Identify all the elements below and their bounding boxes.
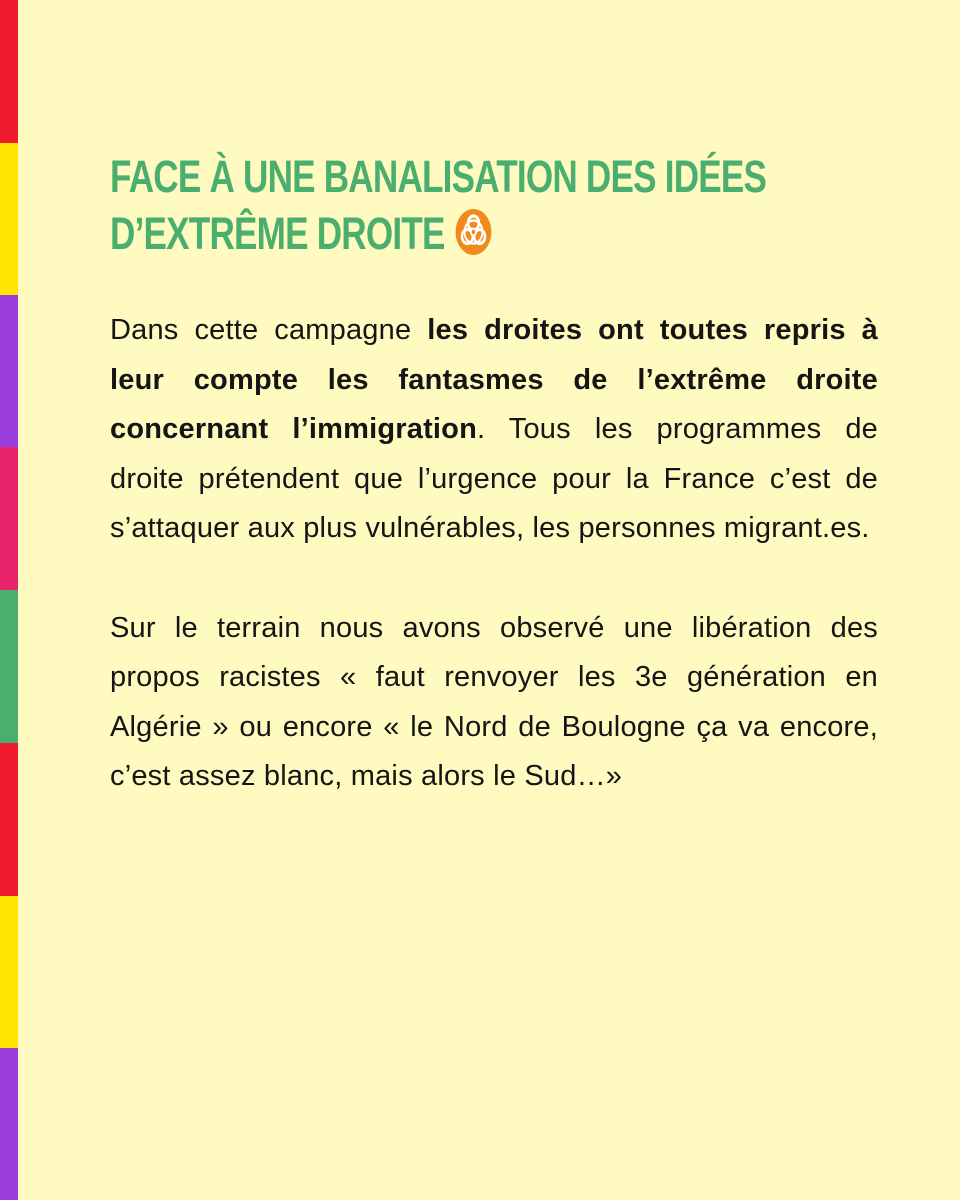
paragraph-1-intro: Dans cette campagne	[110, 314, 428, 346]
stripe-segment-purple-2	[0, 1048, 18, 1200]
main-content	[110, 148, 878, 802]
page-title	[110, 148, 878, 262]
stripe-segment-yellow-2	[0, 896, 18, 1048]
title-line-1: FACE À UNE BANALISATION DES IDÉES	[110, 151, 767, 202]
stripe-segment-red-2	[0, 743, 18, 896]
stripe-segment-purple	[0, 295, 18, 447]
paragraph-1-rest: . Tous les programmes de droite prétendent que l’urgence pour la France c’est de s’attaquer aux plus vulnérables, les personnes migrant.es.	[110, 413, 878, 544]
biohazard-icon	[456, 209, 492, 255]
paragraph-2-text: Sur le terrain nous avons observé une libération des propos racistes « faut renvoyer les 3e génération en Algérie » ou encore « le Nord de Boulogne ça va encore, c’est assez blanc, mais alors le Sud…»	[110, 611, 878, 792]
rainbow-stripe	[0, 0, 18, 1200]
title-line-2: D’EXTRÊME DROITE	[110, 208, 445, 259]
paragraph-1-bold: les droites ont toutes repris à leur compte les fantasmes de l’extrême droite concernant l’immigration	[110, 314, 878, 445]
paragraph-intro	[110, 306, 878, 554]
stripe-segment-red	[0, 0, 18, 143]
stripe-segment-green	[0, 590, 18, 743]
paragraph-field-report	[110, 604, 878, 802]
stripe-segment-pink	[0, 447, 18, 590]
stripe-segment-yellow	[0, 143, 18, 295]
